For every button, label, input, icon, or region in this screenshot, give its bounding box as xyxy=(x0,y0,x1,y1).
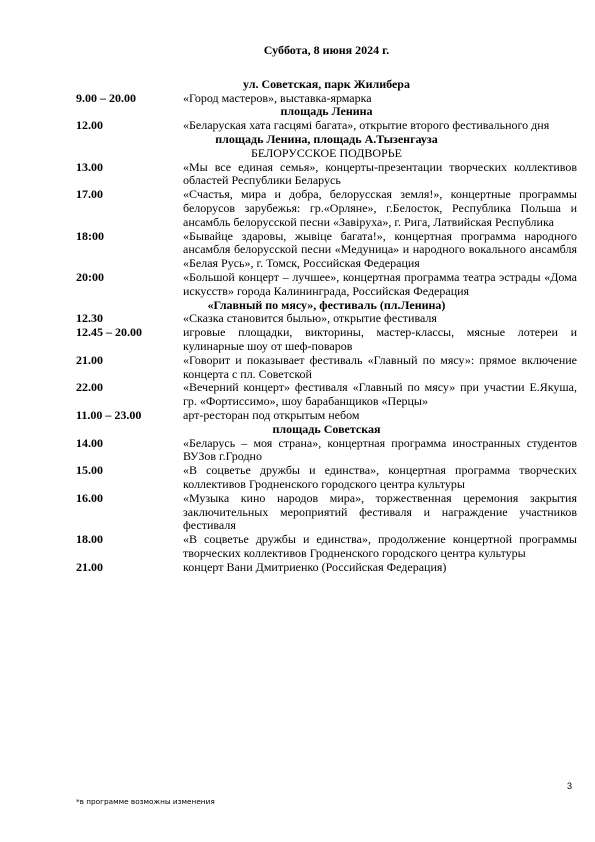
schedule-row xyxy=(76,464,577,492)
event-time: 18.00 xyxy=(76,532,103,547)
schedule-list xyxy=(76,78,577,575)
event-description: «Счастья, мира и добра, белорусская земля!», концертные программы белорусов зарубежья: гр.«Орляне», г.Белосток, Республика Польша и ансамбль белорусской песни «Завіруха», г. Рига, Латвийская Республика xyxy=(183,187,577,229)
schedule-row xyxy=(76,561,577,575)
event-time: 21.00 xyxy=(76,352,103,367)
event-description: арт-ресторан под открытым небом xyxy=(183,407,360,422)
schedule-row xyxy=(76,326,577,354)
footnote: *в программе возможны изменения xyxy=(76,797,215,806)
venue-heading: площадь Ленина, площадь А.Тызенгауза xyxy=(215,131,438,146)
event-description: «Вечерний концерт» фестиваля «Главный по мясу» при участии Е.Якуша, гр. «Фортиссимо», шоу барабанщиков «Перцы» xyxy=(183,380,577,409)
schedule-row xyxy=(76,92,577,106)
venue-heading: «Главный по мясу», фестиваль (пл.Ленина) xyxy=(207,297,446,312)
event-description: игровые площадки, викторины, мастер-классы, мясные лотереи и кулинарные шоу от шеф-поваров xyxy=(183,325,577,353)
schedule-row xyxy=(76,312,577,326)
event-description: «Беларусь – моя страна», концертная программа иностранных студентов ВУЗов г.Гродно xyxy=(183,435,577,464)
schedule-row xyxy=(76,354,577,382)
event-time: 12.45 – 20.00 xyxy=(76,325,142,340)
event-time: 21.00 xyxy=(76,559,103,574)
page-number: 3 xyxy=(567,781,573,791)
event-time: 9.00 – 20.00 xyxy=(76,90,136,105)
event-time: 12.30 xyxy=(76,311,103,326)
event-time: 18:00 xyxy=(76,228,104,243)
schedule-row xyxy=(76,119,577,133)
schedule-row xyxy=(76,437,577,465)
schedule-row xyxy=(76,409,577,423)
event-time: 22.00 xyxy=(76,380,103,395)
venue-heading: ул. Советская, парк Жилибера xyxy=(243,76,410,91)
event-time: 14.00 xyxy=(76,435,103,450)
schedule-row xyxy=(76,381,577,409)
event-description: «В соцветье дружбы и единства», концертная программа творческих коллективов Гродненского городского центра культуры xyxy=(183,463,577,491)
event-time: 13.00 xyxy=(76,159,103,174)
page-title: Суббота, 8 июня 2024 г. xyxy=(263,43,390,57)
event-description: «Музыка кино народов мира», торжественная церемония закрытия заключительных мероприятий фестиваля и награждение участников фестиваля xyxy=(183,490,577,533)
page-content xyxy=(76,44,577,574)
event-description: «Бывайце здаровы, жывіце багата!», концертная программа народного ансамбля белорусской песни «Медуница» и народного вокального ансамбля «Белая Русь», г. Томск, Российская Федерация xyxy=(183,228,577,271)
schedule-row xyxy=(76,161,577,189)
event-description: «Сказка становится былью», открытие фестиваля xyxy=(183,311,437,326)
schedule-row xyxy=(76,188,577,229)
venue-heading: площадь Советская xyxy=(272,421,381,436)
venue-heading: площадь Ленина xyxy=(280,104,373,119)
schedule-row xyxy=(76,230,577,271)
venue-subheading: БЕЛОРУССКОЕ ПОДВОРЬЕ xyxy=(251,145,402,160)
event-time: 11.00 – 23.00 xyxy=(76,407,142,422)
event-description: «В соцветье дружбы и единства», продолжение концертной программы творческих коллективов Гродненского городского центра культуры xyxy=(183,532,577,560)
schedule-row xyxy=(76,533,577,561)
event-description: «Большой концерт – лучшее», концертная программа театра эстрады «Дома искусств» города Калининграда, Российская Федерация xyxy=(183,269,577,298)
event-description: концерт Вани Дмитриенко (Российская Федерация) xyxy=(183,559,447,574)
event-description: «Город мастеров», выставка-ярмарка xyxy=(183,90,372,105)
event-time: 12.00 xyxy=(76,118,103,133)
event-description: «Мы все единая семья», концерты-презентации творческих коллективов областей Республики Беларусь xyxy=(183,159,577,188)
schedule-row xyxy=(76,271,577,299)
event-time: 15.00 xyxy=(76,463,103,478)
event-description: «Говорит и показывает фестиваль «Главный по мясу»: прямое включение концерта с пл. Советской xyxy=(183,352,577,381)
schedule-row xyxy=(76,492,577,533)
event-time: 20:00 xyxy=(76,269,104,284)
event-description: «Беларуская хата гасцямі багата», открытие второго фестивального дня xyxy=(183,118,550,133)
event-time: 16.00 xyxy=(76,490,103,505)
event-time: 17.00 xyxy=(76,187,103,202)
